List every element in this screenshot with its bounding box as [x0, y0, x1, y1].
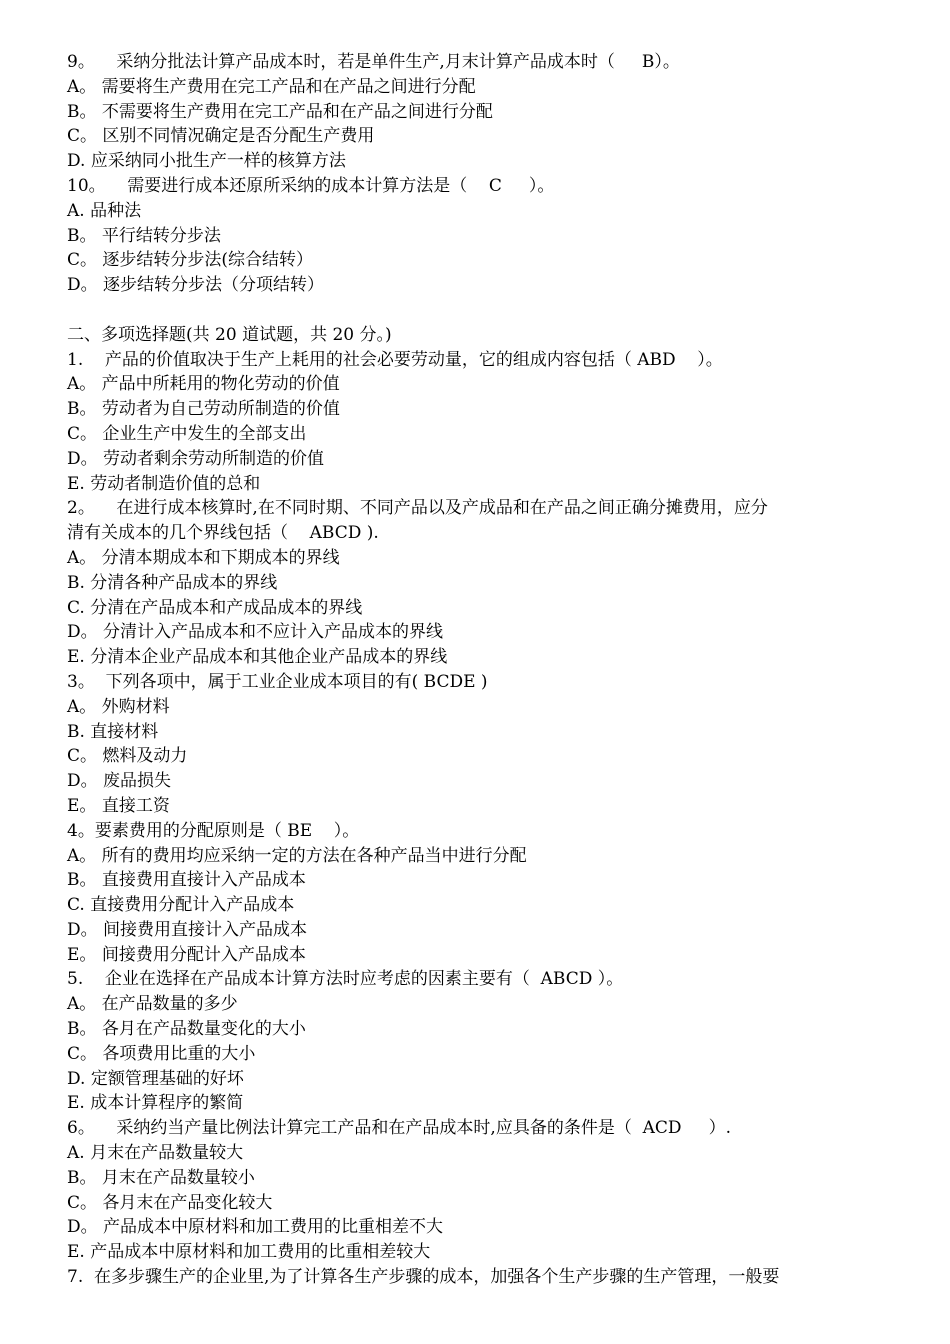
mq1-option-b: B。 劳动者为自己劳动所制造的价值: [67, 399, 340, 420]
mq4-question: 4。要素费用的分配原则是（ BE ）。: [67, 820, 360, 841]
mq2-option-d: D。 分清计入产品成本和不应计入产品成本的界线: [67, 622, 444, 643]
mq6-option-b: B。 月末在产品数量较小: [67, 1167, 255, 1188]
mq5-question: 5. 企业在选择在产品成本计算方法时应考虑的因素主要有（ ABCD ）。: [67, 969, 624, 990]
mq3-option-b: B. 直接材料: [67, 721, 159, 742]
q10-option-a: A. 品种法: [67, 200, 142, 221]
mq4-option-d: D。 间接费用直接计入产品成本: [67, 919, 308, 940]
mq3-question: 3。 下列各项中，属于工业企业成本项目的有( BCDE ): [67, 671, 488, 692]
mq2-option-b: B. 分清各种产品成本的界线: [67, 572, 278, 593]
blank-line: [67, 298, 887, 323]
mq5-option-c: C。 各项费用比重的大小: [67, 1043, 256, 1064]
mq1-option-c: C。 企业生产中发生的全部支出: [67, 423, 307, 444]
mq2-option-c: C. 分清在产品成本和产成品成本的界线: [67, 597, 363, 618]
mq1-option-e: E. 劳动者制造价值的总和: [67, 473, 261, 494]
q9-question: 9。 采纳分批法计算产品成本时，若是单件生产,月末计算产品成本时（ B）。: [67, 52, 680, 72]
q10-option-c: C。 逐步结转分步法(综合结转）: [67, 250, 314, 271]
mq4-option-e: E。 间接费用分配计入产品成本: [67, 944, 306, 965]
q10-option-d: D。 逐步结转分步法（分项结转）: [67, 275, 325, 296]
section-heading: 二、多项选择题(共 20 道试题，共 20 分。): [67, 324, 392, 345]
mq7-question: 7. 在多步骤生产的企业里,为了计算各生产步骤的成本，加强各个生产步骤的生产管理，一般要: [67, 1267, 780, 1288]
mq4-option-c: C. 直接费用分配计入产品成本: [67, 895, 295, 916]
mq6-question: 6。 采纳约当产量比例法计算完工产品和在产品成本时,应具备的条件是（ ACD ）.: [67, 1118, 731, 1139]
mq4-option-b: B。 直接费用直接计入产品成本: [67, 870, 306, 891]
mq6-option-e: E. 产品成本中原材料和加工费用的比重相差较大: [67, 1242, 431, 1263]
document-page: [67, 50, 887, 1290]
mq4-option-a: A。 所有的费用均应采纳一定的方法在各种产品当中进行分配: [67, 845, 527, 866]
mq1-question: 1. 产品的价值取决于生产上耗用的社会必要劳动量，它的组成内容包括（ ABD ）。: [67, 349, 723, 370]
mq1-option-a: A。 产品中所耗用的物化劳动的价值: [67, 374, 340, 395]
mq5-option-d: D. 定额管理基础的好坏: [67, 1068, 244, 1089]
mq1-option-d: D。 劳动者剩余劳动所制造的价值: [67, 448, 325, 469]
mq5-option-e: E. 成本计算程序的繁简: [67, 1093, 244, 1114]
mq5-option-a: A。 在产品数量的多少: [67, 994, 238, 1015]
mq6-option-a: A. 月末在产品数量较大: [67, 1143, 244, 1164]
q10-question: 10。 需要进行成本还原所采纳的成本计算方法是（ C ）。: [67, 175, 555, 196]
mq3-option-e: E。 直接工资: [67, 795, 170, 816]
mq2-option-e: E. 分清本企业产品成本和其他企业产品成本的界线: [67, 647, 448, 668]
q10-option-b: B。 平行结转分步法: [67, 225, 221, 246]
q9-option-a: A。 需要将生产费用在完工产品和在产品之间进行分配: [67, 76, 476, 97]
q9-option-b: B。 不需要将生产费用在完工产品和在产品之间进行分配: [67, 101, 493, 122]
mq2-question-line1: 2。 在进行成本核算时,在不同时期、不同产品以及产成品和在产品之间正确分摊费用，应分: [67, 498, 768, 519]
q9-option-c: C。 区别不同情况确定是否分配生产费用: [67, 126, 375, 147]
mq6-option-d: D。 产品成本中原材料和加工费用的比重相差不大: [67, 1217, 444, 1238]
mq3-option-c: C。 燃料及动力: [67, 746, 188, 767]
mq3-option-a: A。 外购材料: [67, 696, 170, 717]
mq5-option-b: B。 各月在产品数量变化的大小: [67, 1019, 306, 1040]
mq2-question-line2: 清有关成本的几个界线包括（ ABCD ).: [67, 523, 379, 544]
q9-option-d: D. 应采纳同小批生产一样的核算方法: [67, 151, 346, 172]
mq3-option-d: D。 废品损失: [67, 771, 172, 792]
mq6-option-c: C。 各月末在产品变化较大: [67, 1192, 273, 1213]
mq2-option-a: A。 分清本期成本和下期成本的界线: [67, 547, 340, 568]
